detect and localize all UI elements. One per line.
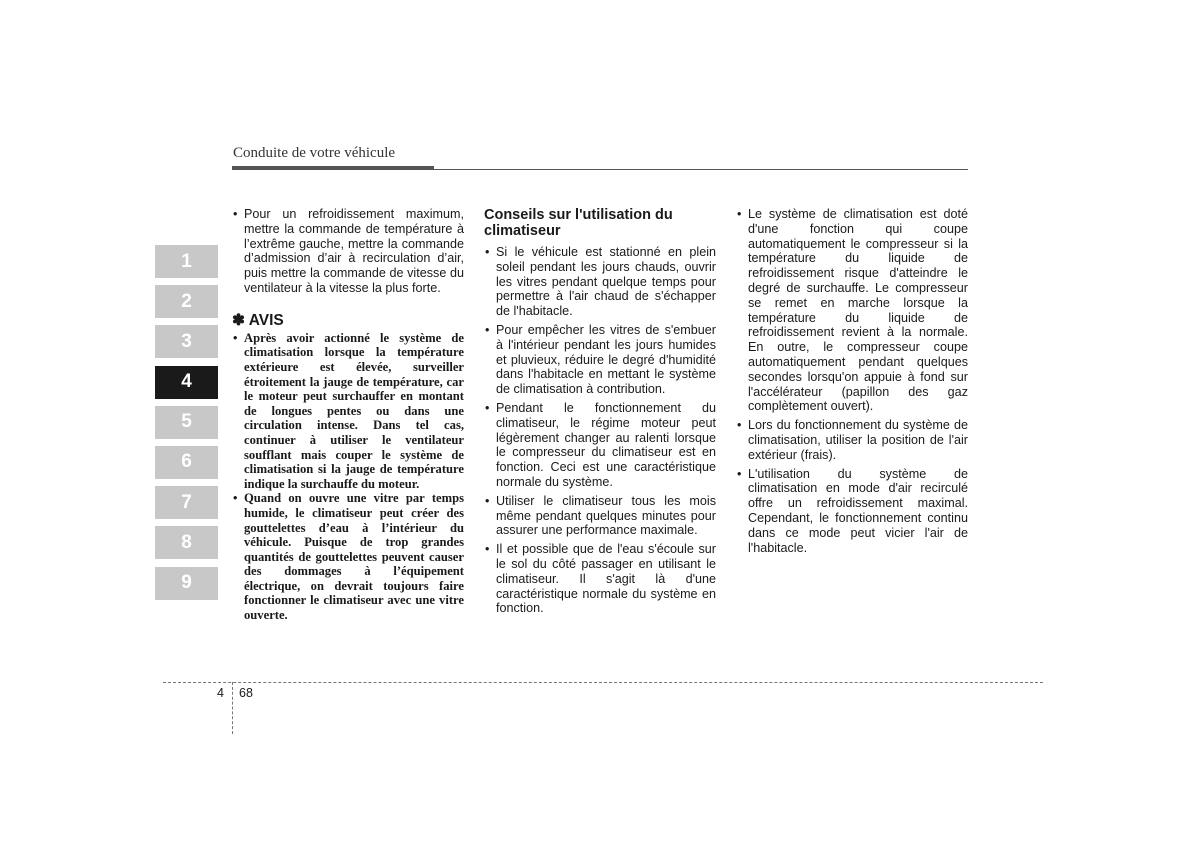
chapter-tab-8[interactable]: 8 <box>155 526 218 559</box>
footer-rule <box>163 682 1043 683</box>
chapter-tabs <box>155 245 218 607</box>
page-header-title: Conduite de votre véhicule <box>233 145 396 161</box>
notice-list <box>232 331 464 623</box>
page-chapter-number: 4 <box>217 686 224 700</box>
list-item: • L'utilisation du système de climatisation en mode d'air recirculé offre un refroidissement maximal. Cependant, le fonctionnement continu dans ce mode peut vicier l'air de l'habitacle. <box>736 467 968 556</box>
bullet-list <box>736 207 968 555</box>
page-number: 68 <box>239 686 253 700</box>
notice-heading: ✽ AVIS <box>232 311 284 329</box>
column-right <box>736 207 968 559</box>
list-item: • Le système de climatisation est doté d'une fonction qui coupe automatiquement le compresseur si la température du liquide de refroidissement risque d'atteindre le degré de surchauffe. Le compresseur se remet en marche lorsque la température du liquide de refroidissement revient à la normale. En outre, le compresseur coupe automatiquement pendant quelques secondes lorsqu'on appuie à fond sur l'accélérateur (papillon des gaz complètement ouvert). <box>736 207 968 414</box>
chapter-tab-9[interactable]: 9 <box>155 567 218 600</box>
column-left <box>232 207 464 623</box>
list-item: • Si le véhicule est stationné en plein soleil pendant les jours chauds, ouvrir les vitres pendant quelque temps pour permettre à l'air chaud de s'échapper de l'habitacle. <box>484 245 716 319</box>
list-item: • Pour un refroidissement maximum, mettre la commande de température à l’extrême gauche, mettre la commande d’admission d’air à recirculation d’air, puis mettre la commande de vitesse du ventilateur à la vitesse la plus forte. <box>232 207 464 296</box>
chapter-tab-3[interactable]: 3 <box>155 325 218 358</box>
list-item: • Lors du fonctionnement du système de climatisation, utiliser la position de l'air extérieur (frais). <box>736 418 968 462</box>
bullet-list <box>484 245 716 616</box>
list-item: • Quand on ouvre une vitre par temps humide, le climatiseur peut créer des gouttelettes d’eau à l’intérieur du véhicule. Puisque de trop grandes quantités de gouttelettes peuvent causer des dommages à l’équipement électrique, on devrait toujours faire fonctionner le climatiseur avec une vitre ouverte. <box>232 491 464 622</box>
chapter-tab-2[interactable]: 2 <box>155 285 218 318</box>
footer-divider <box>232 682 233 734</box>
chapter-tab-1[interactable]: 1 <box>155 245 218 278</box>
header-rule-thin <box>434 169 968 170</box>
list-item: • Après avoir actionné le système de climatisation lorsque la température extérieure est élevée, surveiller étroitement la jauge de température, car le moteur peut surchauffer en montant de longues pentes ou dans une circulation intense. Dans tel cas, continuer à utiliser le ventilateur soufflant mais couper le système de climatisation si la jauge de température indique la surchauffe du moteur. <box>232 331 464 492</box>
chapter-tab-4[interactable]: 4 <box>155 366 218 399</box>
column-middle <box>484 207 716 620</box>
list-item: • Utiliser le climatiseur tous les mois même pendant quelques minutes pour assurer une performance maximale. <box>484 494 716 538</box>
chapter-tab-7[interactable]: 7 <box>155 486 218 519</box>
bullet-list <box>232 207 464 296</box>
section-title: Conseils sur l'utilisation du climatiseur <box>484 207 673 239</box>
chapter-tab-6[interactable]: 6 <box>155 446 218 479</box>
list-item: • Il et possible que de l'eau s'écoule sur le sol du côté passager en utilisant le climatiseur. Il s'agit là d'une caractéristique normale du système en fonction. <box>484 542 716 616</box>
list-item: • Pour empêcher les vitres de s'embuer à l'intérieur pendant les jours humides et pluvieux, réduire le degré d'humidité dans l'habitacle en mettant le système de climatisation à contribution. <box>484 323 716 397</box>
chapter-tab-5[interactable]: 5 <box>155 406 218 439</box>
header-rule-thick <box>232 166 434 170</box>
list-item: • Pendant le fonctionnement du climatiseur, le régime moteur peut légèrement changer au ralenti lorsque le compresseur du climatiseur est en fonction. Ceci est une caractéristique normale du système. <box>484 401 716 490</box>
